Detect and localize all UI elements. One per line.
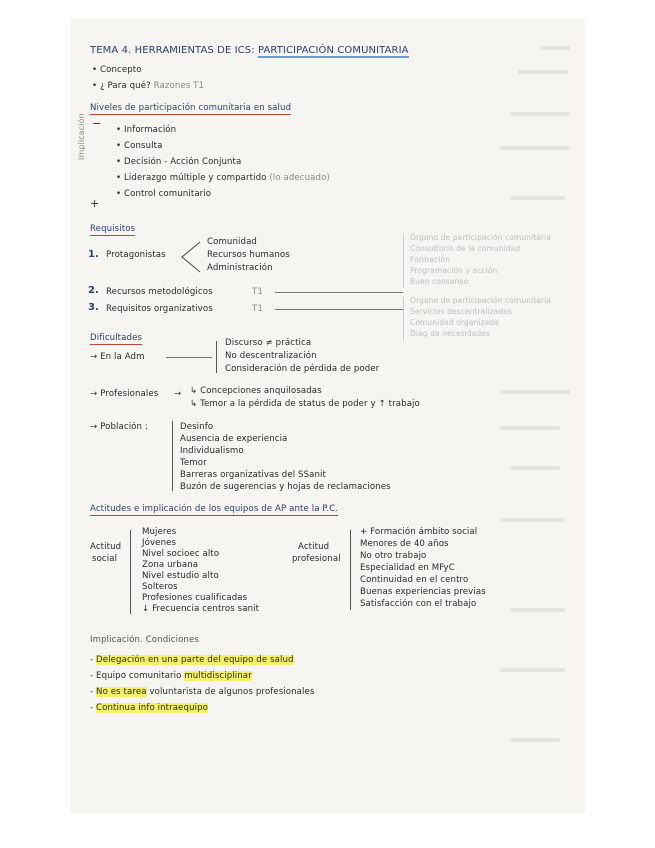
faint-note: Consultorio de la comunidad bbox=[410, 244, 521, 253]
actitud-prof-item: Menores de 40 años bbox=[360, 539, 449, 549]
dificultad-adm-item: Consideración de pérdida de poder bbox=[225, 364, 380, 374]
highlighted-text: Continua info intraequipo bbox=[96, 703, 209, 713]
requisito-recursos: Recursos metodológicos bbox=[106, 287, 213, 297]
actitud-social-item: Solteros bbox=[142, 582, 178, 592]
plus-sign: + bbox=[90, 197, 100, 210]
faint-note: Programación y acción bbox=[410, 266, 498, 275]
section-heading-dificultades: Dificultades bbox=[90, 333, 143, 343]
faint-note: Órgano de participación comunitaria bbox=[410, 296, 552, 305]
protagonista-item: Recursos humanos bbox=[207, 250, 290, 260]
brace-poblacion bbox=[172, 421, 173, 491]
actitud-prof-label: Actitud bbox=[298, 542, 330, 552]
notes-page bbox=[70, 18, 585, 813]
requisito-protagonistas: Protagonistas bbox=[106, 250, 166, 260]
bleed-mark bbox=[510, 738, 560, 742]
page-title bbox=[90, 46, 409, 56]
requisito-organizativos: Requisitos organizativos bbox=[106, 304, 213, 314]
implicacion-item: - No es tarea voluntarista de algunos profesionales bbox=[90, 687, 315, 697]
title-prefix: TEMA 4. HERRAMIENTAS DE ICS: bbox=[90, 45, 255, 56]
bleed-mark bbox=[500, 390, 570, 394]
requisito-number: 3. bbox=[88, 302, 99, 313]
leader-note: (lo adecuado) bbox=[269, 173, 330, 183]
requisito-number: 1. bbox=[88, 249, 99, 260]
dificultad-adm-item: Discurso ≠ práctica bbox=[225, 338, 312, 348]
bleed-mark bbox=[500, 668, 565, 672]
actitud-prof-item: No otro trabajo bbox=[360, 551, 427, 561]
faint-brace bbox=[403, 297, 404, 341]
actitud-prof-item: Especialidad en MFyC bbox=[360, 563, 455, 573]
connector-line bbox=[275, 309, 403, 310]
highlighted-text: No es tarea bbox=[96, 687, 147, 697]
actitud-prof-item: Satisfacción con el trabajo bbox=[360, 599, 477, 609]
faint-note: Formación bbox=[410, 255, 450, 264]
dificultad-pob-item: Barreras organizativas del SSanit bbox=[180, 470, 327, 480]
dificultad-pob-item: Individualismo bbox=[180, 446, 244, 456]
intro-item: • Concepto bbox=[92, 65, 142, 75]
protagonista-item: Administración bbox=[207, 263, 273, 273]
minus-sign: − bbox=[92, 117, 102, 130]
nivel-item: • Control comunitario bbox=[116, 189, 212, 199]
implicacion-item: - Continua info intraequipo bbox=[90, 703, 209, 713]
actitud-social-item: Nivel estudio alto bbox=[142, 571, 219, 581]
faint-note: Órgano de participación comunitaria bbox=[410, 233, 552, 242]
intro-note: Razones T1 bbox=[153, 81, 205, 91]
bleed-mark bbox=[510, 608, 565, 612]
protagonista-item: Comunidad bbox=[207, 237, 257, 247]
actitud-prof-item: + Formación ámbito social bbox=[360, 527, 478, 537]
implicacion-item: - Delegación en una parte del equipo de salud bbox=[90, 655, 294, 665]
actitud-social-item: Zona urbana bbox=[142, 560, 199, 570]
faint-note: Diag de necesidades bbox=[410, 329, 490, 338]
bleed-mark bbox=[500, 426, 560, 430]
highlighted-text: Delegación en una parte del equipo de salud bbox=[96, 655, 294, 665]
requisito-note: T1 bbox=[252, 304, 263, 314]
brace-protagonistas bbox=[178, 240, 202, 274]
dificultad-prof-item: ↳ Temor a la pérdida de status de poder y ↑ trabajo bbox=[190, 399, 420, 409]
nivel-item: • Liderazgo múltiple y compartido (lo adecuado) bbox=[116, 173, 330, 183]
dificultad-pob-item: Temor bbox=[180, 458, 207, 468]
bleed-mark bbox=[510, 112, 570, 116]
brace-social bbox=[130, 530, 131, 614]
dificultad-adm-label: → En la Adm bbox=[90, 352, 145, 362]
actitud-prof-item: Buenas experiencias previas bbox=[360, 587, 486, 597]
section-heading-implicacion: Implicación. Condiciones bbox=[90, 635, 199, 645]
brace-adm bbox=[216, 341, 217, 373]
faint-note: Buen consenso bbox=[410, 277, 469, 286]
arrow-icon: → bbox=[174, 389, 182, 399]
section-heading-requisitos: Requisitos bbox=[90, 224, 136, 234]
bleed-mark bbox=[500, 518, 565, 522]
dificultad-pob-label: → Población : bbox=[90, 422, 148, 432]
dificultad-pob-item: Buzón de sugerencias y hojas de reclamaciones bbox=[180, 482, 391, 492]
bleed-mark bbox=[510, 196, 565, 200]
bleed-mark bbox=[500, 146, 570, 150]
bleed-mark bbox=[510, 466, 560, 470]
nivel-item: • Decisión - Acción Conjunta bbox=[116, 157, 242, 167]
title-highlight: PARTICIPACIÓN COMUNITARIA bbox=[257, 45, 409, 56]
highlighted-text: multidisciplinar bbox=[184, 671, 252, 681]
actitud-social-label: social bbox=[92, 554, 118, 564]
brace-profesional bbox=[350, 530, 351, 610]
actitud-prof-item: Continuidad en el centro bbox=[360, 575, 469, 585]
nivel-item: • Información bbox=[116, 125, 177, 135]
actitud-prof-label: profesional bbox=[292, 554, 341, 564]
connector-line bbox=[275, 292, 403, 293]
bleed-mark bbox=[540, 46, 570, 50]
faint-brace bbox=[403, 234, 404, 288]
faint-note: Comunidad organizada bbox=[410, 318, 499, 327]
dificultad-prof-label: → Profesionales bbox=[90, 389, 159, 399]
requisito-note: T1 bbox=[252, 287, 263, 297]
implicacion-item: - Equipo comunitario multidisciplinar bbox=[90, 671, 252, 681]
dificultad-adm-item: No descentralización bbox=[225, 351, 317, 361]
actitud-social-item: Mujeres bbox=[142, 527, 177, 537]
actitud-social-label: Actitud bbox=[90, 542, 122, 552]
section-heading-actitudes: Actitudes e implicación de los equipos de AP ante la P.C. bbox=[90, 504, 339, 514]
dificultad-prof-item: ↳ Concepciones anquilosadas bbox=[190, 386, 322, 396]
actitud-social-item: Jóvenes bbox=[142, 538, 177, 548]
section-heading-niveles: Niveles de participación comunitaria en salud bbox=[90, 103, 292, 113]
requisito-number: 2. bbox=[88, 285, 99, 296]
faint-note: Servicios descentralizados bbox=[410, 307, 513, 316]
bleed-mark bbox=[518, 70, 568, 74]
dificultad-pob-item: Desinfo bbox=[180, 422, 214, 432]
actitud-social-item: Nivel socioec alto bbox=[142, 549, 220, 559]
actitud-social-item: Profesiones cualificadas bbox=[142, 593, 248, 603]
implicacion-side-label: Implicación bbox=[77, 113, 86, 160]
nivel-item: • Consulta bbox=[116, 141, 163, 151]
arrow-line bbox=[166, 357, 212, 358]
actitud-social-item: ↓ Frecuencia centros sanit bbox=[142, 604, 260, 614]
dificultad-pob-item: Ausencia de experiencia bbox=[180, 434, 288, 444]
intro-item: • ¿ Para qué? Razones T1 bbox=[92, 81, 205, 91]
